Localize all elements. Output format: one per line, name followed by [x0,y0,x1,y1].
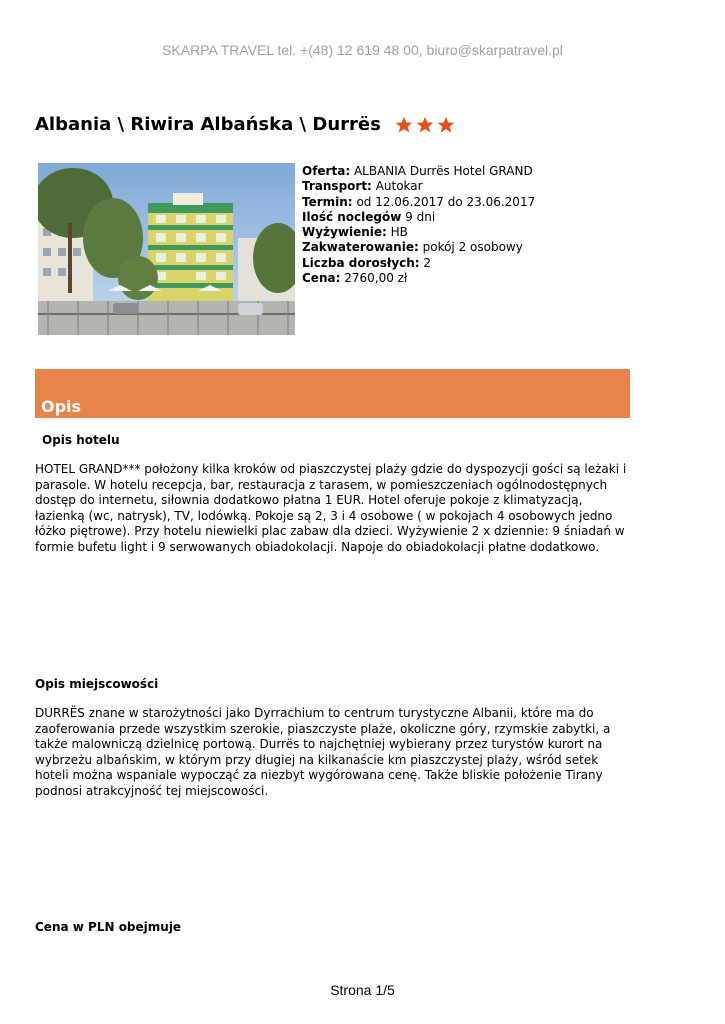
board-label: Wyżywienie: [302,225,387,240]
page-number: Strona 1/5 [330,982,395,998]
accommodation-row [302,240,535,255]
star-icon [395,116,413,134]
agency-contact-header: SKARPA TRAVEL tel. +(48) 12 619 48 00, biuro@skarpatravel.pl [162,42,563,58]
offer-details [302,164,535,286]
term-row [302,195,535,210]
term-label: Termin: [302,194,353,209]
transport-label: Transport: [302,179,372,194]
price-label: Cena: [302,271,341,286]
hotel-photo [38,163,295,335]
section-banner-title: Opis [41,397,82,416]
price-row [302,271,535,286]
hotel-description-heading: Opis hotelu [42,433,120,447]
board-row [302,225,535,240]
section-banner [35,369,630,418]
nights-value: 9 dni [405,209,436,224]
price-value: 2760,00 zł [344,271,408,286]
accommodation-label: Zakwaterowanie: [302,240,419,255]
transport-row [302,179,535,194]
page-title [35,114,455,135]
destination-title: Albania \ Riwira Albańska \ Durrës [35,114,381,135]
hotel-description-text: HOTEL GRAND*** położony kilka kroków od piaszczystej plaży gdzie do dyspozycji gości są leżaki i parasole. W hotelu recepcja, bar, restauracja z tarasem, w pomieszczeniach ogólnodostępnych dostęp do internetu, siłownia dodatkowo płatna 1 EUR. Hotel oferuje pokoje z klimatyzacją, łazienką (wc, natrysk), TV, lodówką. Pokoje są 2, 3 i 4 osobowe ( w pokojach 4 osobowych jedno łóżko piętrowe). Przy hotelu niewielki plac zabaw dla dzieci. Wyżywienie 2 x dziennie: 9 śniadań w formie bufetu light i 9 serwowanych obiadokolacji. Napoje do obiadokolacji płatne dodatkowo. [35,462,627,554]
nights-label: Ilość noclegów [302,209,402,224]
accommodation-value: pokój 2 osobowy [422,240,523,255]
price-includes-heading: Cena w PLN obejmuje [35,920,182,934]
term-value: od 12.06.2017 do 23.06.2017 [356,194,536,209]
hotel-rating-stars [395,116,455,134]
place-description-text: DURRËS znane w starożytności jako Dyrrachium to centrum turystyczne Albanii, które ma do zaoferowania przede wszystkim szerokie, piaszczyste plaże, okoliczne góry, rzymskie zabytki, a także malowniczą dzielnicę portową. Durrës to najchętniej wybierany przez turystów kurort na wybrzeżu albańskim, w którym przy długiej na kilkanaście km piaszczystej plaży, wśród setek hoteli można wspaniale wypocząć za niezbyt wygórowana cenę. Także bliskie położenie Tirany podnosi atrakcyjność tej miejscowości. [35,706,611,798]
board-value: HB [390,225,408,240]
adults-label: Liczba dorosłych: [302,255,420,270]
star-icon [416,116,434,134]
star-icon [437,116,455,134]
offer-name-label: Oferta: [302,164,351,178]
adults-value: 2 [423,255,432,270]
adults-row [302,256,535,271]
transport-value: Autokar [375,179,423,194]
offer-name-value: ALBANIA Durrës Hotel GRAND [353,164,533,178]
place-description-heading: Opis miejscowości [35,677,159,691]
offer-name-row [302,164,535,179]
nights-row [302,210,535,225]
